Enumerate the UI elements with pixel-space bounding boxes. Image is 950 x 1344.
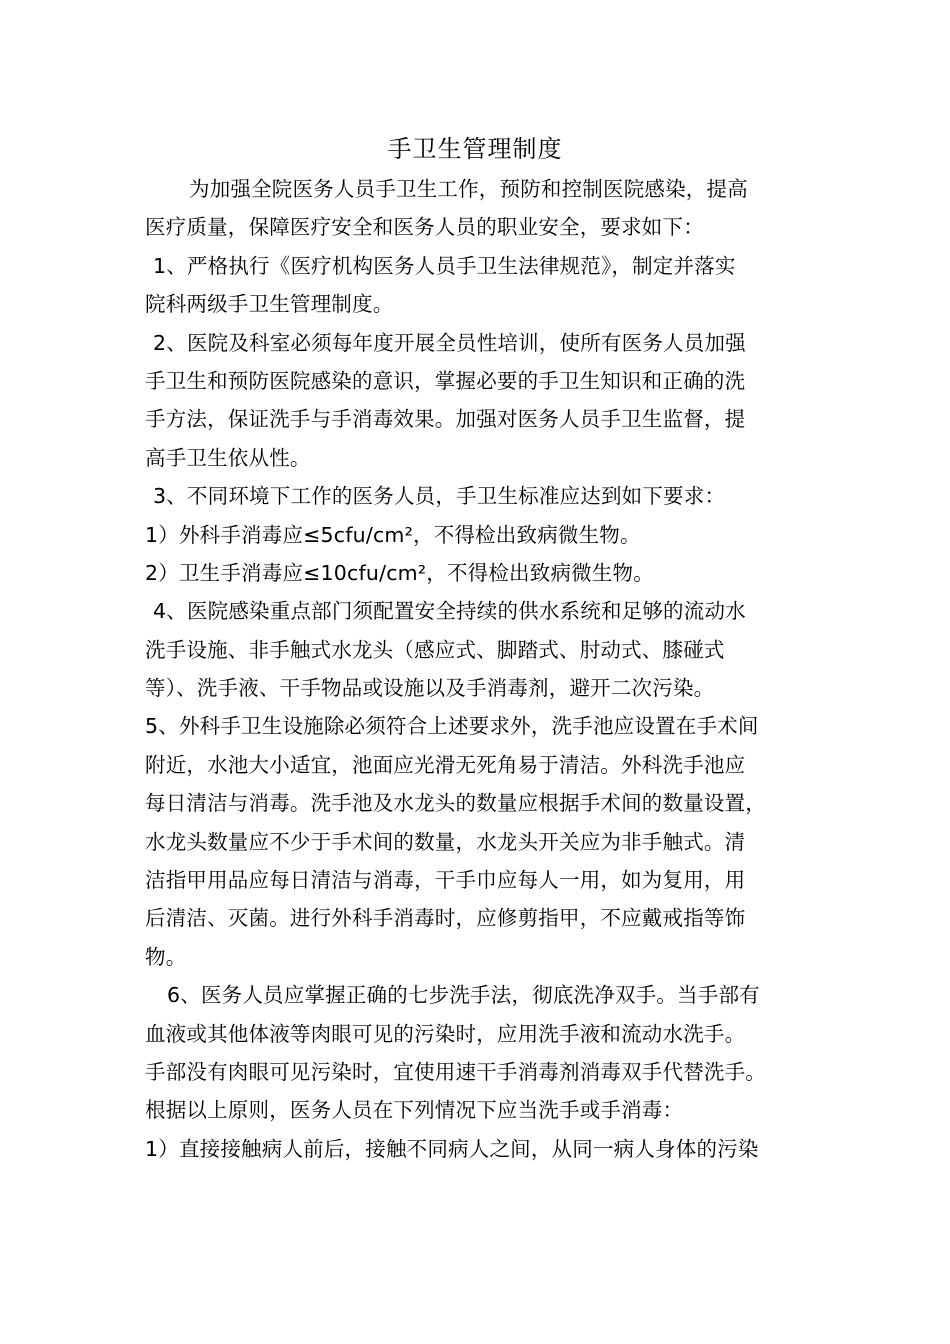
- list-item-line: 1）直接接触病人前后，接触不同病人之间，从同一病人身体的污染: [145, 1136, 759, 1161]
- paragraph-line: 后清洁、灭菌。进行外科手消毒时，应修剪指甲，不应戴戒指等饰: [145, 906, 746, 931]
- list-item-line: 1）外科手消毒应≤5cfu/cm²，不得检出致病微生物。: [145, 522, 641, 547]
- paragraph-line: 手方法，保证洗手与手消毒效果。加强对医务人员手卫生监督，提: [145, 407, 746, 432]
- paragraph-line: 根据以上原则，医务人员在下列情况下应当洗手或手消毒：: [145, 1098, 684, 1123]
- paragraph-line: 高手卫生依从性。: [145, 445, 311, 470]
- document-title: 手卫生管理制度: [387, 135, 563, 163]
- paragraph-line: 手部没有肉眼可见污染时，宜使用速干手消毒剂消毒双手代替洗手。: [145, 1059, 766, 1084]
- paragraph-line: 5、外科手卫生设施除必须符合上述要求外，洗手池应设置在手术间: [145, 714, 759, 739]
- paragraph-line: 3、不同环境下工作的医务人员，手卫生标准应达到如下要求：: [153, 484, 726, 509]
- document-body: [145, 170, 815, 1168]
- paragraph-line: 等）、洗手液、干手物品或设施以及手消毒剂，避开二次污染。: [145, 676, 715, 701]
- paragraph-line: 洗手设施、非手触式水龙头（感应式、脚踏式、肘动式、膝碰式: [145, 637, 725, 662]
- paragraph-line: 物。: [145, 944, 187, 969]
- paragraph-line: 血液或其他体液等肉眼可见的污染时，应用洗手液和流动水洗手。: [145, 1021, 746, 1046]
- paragraph-line: 院科两级手卫生管理制度。: [145, 292, 394, 317]
- paragraph-line: 水龙头数量应不少于手术间的数量，水龙头开关应为非手触式。清: [145, 829, 746, 854]
- paragraph-line: 6、医务人员应掌握正确的七步洗手法，彻底洗净双手。当手部有: [167, 983, 760, 1008]
- paragraph-line: 1、严格执行《医疗机构医务人员手卫生法律规范》，制定并落实: [153, 253, 736, 278]
- list-item-line: 2）卫生手消毒应≤10cfu/cm²，不得检出致病微生物。: [145, 560, 654, 585]
- paragraph-line: 2、医院及科室必须每年度开展全员性培训，使所有医务人员加强: [153, 330, 746, 355]
- paragraph-line: 医疗质量，保障医疗安全和医务人员的职业安全，要求如下：: [145, 215, 704, 240]
- paragraph-line: 手卫生和预防医院感染的意识，掌握必要的手卫生知识和正确的洗: [145, 368, 746, 393]
- paragraph-line: 洁指甲用品应每日清洁与消毒，干手巾应每人一用，如为复用，用: [145, 868, 746, 893]
- paragraph-line: 每日清洁与消毒。洗手池及水龙头的数量应根据手术间的数量设置，: [145, 791, 766, 816]
- paragraph-line: 为加强全院医务人员手卫生工作，预防和控制医院感染，提高: [189, 177, 748, 201]
- paragraph-line: 4、医院感染重点部门须配置安全持续的供水系统和足够的流动水: [153, 599, 746, 624]
- paragraph-line: 附近，水池大小适宜，池面应光滑无死角易于清洁。外科洗手池应: [145, 752, 746, 777]
